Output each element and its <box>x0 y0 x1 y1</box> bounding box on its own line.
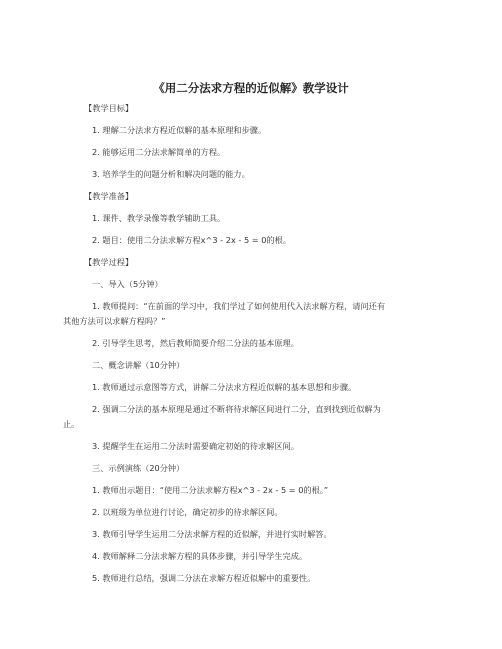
intro-2: 2. 引导学生思考，然后教师简要介绍二分法的基本原理。 <box>92 338 299 348</box>
example-2: 2. 以班级为单位进行讨论，确定初步的待求解区间。 <box>92 507 283 517</box>
subsection-example: 三、示例演练（20分钟） <box>92 463 185 473</box>
objective-2: 2. 能够运用二分法求解简单的方程。 <box>92 147 226 157</box>
preparation-2: 2. 题目：使用二分法求解方程x^3 - 2x - 5 = 0的根。 <box>92 235 291 245</box>
example-1: 1. 教师出示题目：“使用二分法求解方程x^3 - 2x - 5 = 0的根。” <box>92 485 329 495</box>
example-3: 3. 教师引导学生运用二分法求解方程的近似解，并进行实时解答。 <box>92 529 332 539</box>
intro-1-line2: 其他方法可以求解方程吗？” <box>63 316 166 326</box>
concept-2-line1: 2. 强调二分法的基本原理是通过不断将待求解区间进行二分，直到找到近似解为 <box>92 404 381 414</box>
concept-3: 3. 提醒学生在运用二分法时需要确定初始的待求解区间。 <box>92 441 299 451</box>
section-heading-objectives: 【教学目标】 <box>84 103 134 113</box>
section-heading-preparation: 【教学准备】 <box>84 191 134 201</box>
section-heading-process: 【教学过程】 <box>84 257 134 267</box>
intro-1-line1: 1. 教师提问：“在前面的学习中，我们学过了如何使用代入法求解方程，请问还有 <box>92 301 386 311</box>
preparation-1: 1. 课件、教学录像等教学辅助工具。 <box>92 213 226 223</box>
objective-1: 1. 理解二分法求方程近似解的基本原理和步骤。 <box>92 125 267 135</box>
document-title: 《用二分法求方程的近似解》教学设计 <box>153 81 349 95</box>
subsection-intro: 一、导入（5分钟） <box>92 279 163 289</box>
subsection-concept: 二、概念讲解（10分钟） <box>92 360 185 370</box>
concept-1: 1. 教师通过示意图等方式，讲解二分法求方程近似解的基本思想和步骤。 <box>92 382 357 392</box>
concept-2-line2: 止。 <box>63 419 80 429</box>
objective-3: 3. 培养学生的问题分析和解决问题的能力。 <box>92 169 250 179</box>
example-5: 5. 教师进行总结，强调二分法在求解方程近似解中的重要性。 <box>92 573 316 583</box>
example-4: 4. 教师解释二分法求解方程的具体步骤，并引导学生完成。 <box>92 551 308 561</box>
